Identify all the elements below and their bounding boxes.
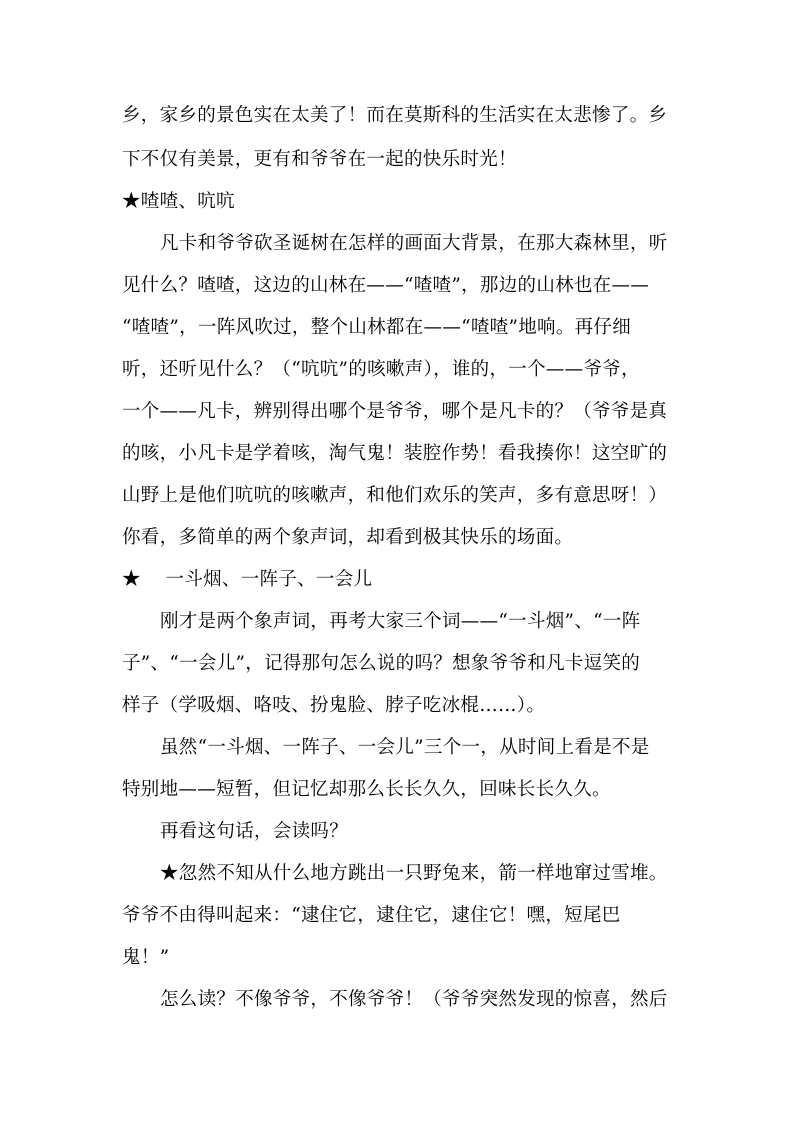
paragraph-line: “喳喳”，一阵风吹过，整个山林都在——“喳喳”地响。再仔细	[122, 317, 632, 338]
paragraph-line: 山野上是他们吭吭的咳嗽声，和他们欢乐的笑声，多有意思呀！）	[122, 485, 668, 506]
paragraph-line: 听，还听见什么？（“吭吭”的咳嗽声），谁的，一个——爷爷，	[122, 359, 640, 380]
section-heading: ★ 一斗烟、一阵子、一会儿	[122, 569, 373, 590]
paragraph-line: 凡卡和爷爷砍圣诞树在怎样的画面大背景，在那大森林里，听	[160, 233, 668, 254]
paragraph-line: 虽然“一斗烟、一阵子、一会儿”三个一，从时间上看是不是	[160, 737, 650, 758]
paragraph-line: 怎么读？不像爷爷，不像爷爷！（爷爷突然发现的惊喜，然后	[160, 989, 668, 1010]
paragraph-line: 见什么？喳喳，这边的山林在——“喳喳”，那边的山林也在——	[122, 275, 650, 296]
paragraph-line: 下不仅有美景，更有和爷爷在一起的快乐时光！	[122, 149, 517, 170]
quoted-sentence: 爷爷不由得叫起来：“逮住它，逮住它，逮住它！嘿，短尾巴	[122, 905, 621, 926]
paragraph-line: 样子（学吸烟、咯吱、扮鬼脸、脖子吃冰棍……）。	[122, 695, 546, 716]
paragraph-line: 再看这句话，会读吗？	[160, 821, 349, 842]
paragraph-line: 一个——凡卡，辨别得出哪个是爷爷，哪个是凡卡的？（爷爷是真	[122, 401, 668, 422]
paragraph-line: 乡，家乡的景色实在太美了！而在莫斯科的生活实在太悲惨了。乡	[122, 105, 668, 126]
paragraph-line: 你看，多简单的两个象声词，却看到极其快乐的场面。	[122, 527, 574, 548]
paragraph-line: 的咳，小凡卡是学着咳，淘气鬼！装腔作势！看我揍你！这空旷的	[122, 443, 668, 464]
paragraph-line: 刚才是两个象声词，再考大家三个词——“一斗烟”、“一阵	[160, 611, 641, 632]
quoted-sentence: 鬼！”	[122, 947, 170, 968]
paragraph-line: 子”、“一会儿”，记得那句怎么说的吗？想象爷爷和凡卡逗笑的	[122, 653, 641, 674]
section-heading: ★喳喳、吭吭	[122, 191, 235, 212]
paragraph-line: 特别地——短暂，但记忆却那么长长久久，回味长长久久。	[122, 779, 611, 800]
quoted-sentence: ★忽然不知从什么地方跳出一只野兔来，箭一样地窜过雪堆。	[160, 863, 668, 884]
